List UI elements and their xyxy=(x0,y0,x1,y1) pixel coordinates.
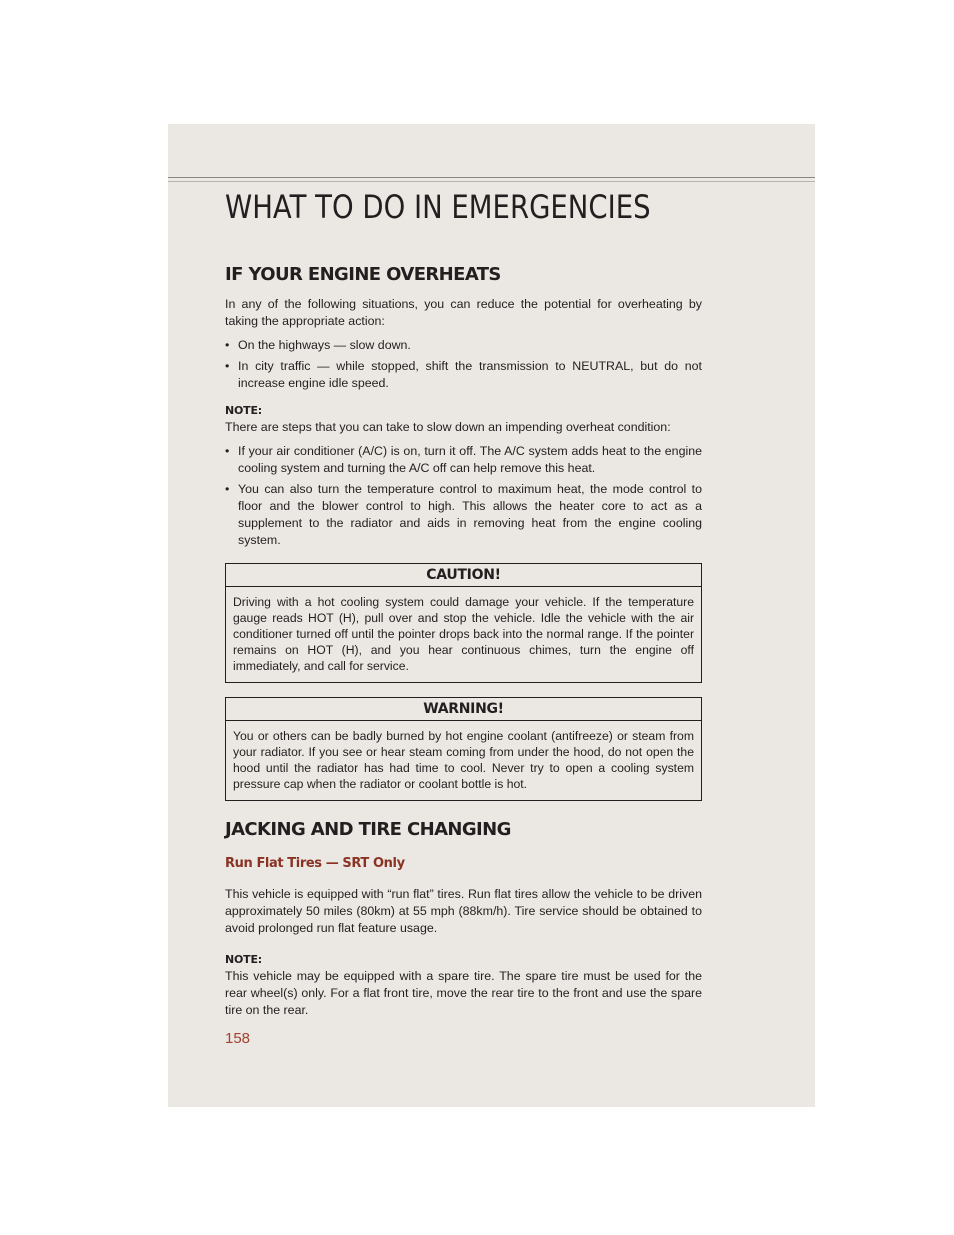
note-bullet-list xyxy=(225,443,702,549)
chapter-title: WHAT TO DO IN EMERGENCIES xyxy=(225,188,651,226)
list-item xyxy=(225,358,702,392)
list-item xyxy=(225,481,702,549)
list-item-text: In city traffic — while stopped, shift the transmission to NEUTRAL, but do not increase engine idle speed. xyxy=(238,359,702,390)
bullet-icon: • xyxy=(225,359,230,373)
bullet-icon: • xyxy=(225,482,230,496)
list-item xyxy=(225,443,702,477)
overheat-intro: In any of the following situations, you can reduce the potential for overheating by taking the appropriate action: xyxy=(225,297,702,328)
subheading-run-flat: Run Flat Tires — SRT Only xyxy=(225,856,405,871)
overheat-bullet-list xyxy=(225,337,702,392)
page-number: 158 xyxy=(225,1030,251,1047)
header-rule xyxy=(168,177,815,178)
header-rule-secondary xyxy=(168,181,815,182)
note-text: There are steps that you can take to slow down an impending overheat condition: xyxy=(225,420,671,434)
manual-page xyxy=(168,124,815,1107)
bullet-icon: • xyxy=(225,338,230,352)
list-item-text: If your air conditioner (A/C) is on, turn it off. The A/C system adds heat to the engine cooling system and turning the A/C off can help remove this heat. xyxy=(238,444,702,475)
run-flat-body: This vehicle is equipped with “run flat” tires. Run flat tires allow the vehicle to be driven approximately 50 miles (80km) at 55 mph (88km/h). Tire service should be obtained to avoid prolonged run flat feature usage. xyxy=(225,887,702,935)
list-item-text: You can also turn the temperature control to maximum heat, the mode control to floor and the blower control to high. This allows the heater core to act as a supplement to the radiator and aids in removing heat from the engine cooling system. xyxy=(238,482,702,547)
note-label: NOTE: xyxy=(225,953,262,966)
warning-text: You or others can be badly burned by hot engine coolant (antifreeze) or steam from your radiator. If you see or hear steam coming from under the hood, do not open the hood until the radiator has had time to cool. Never try to open a cooling system pressure cap when the radiator or coolant bottle is hot. xyxy=(233,729,694,791)
bullet-icon: • xyxy=(225,444,230,458)
caution-title: CAUTION! xyxy=(226,564,701,587)
page-content xyxy=(225,264,702,1026)
section-heading-jacking: JACKING AND TIRE CHANGING xyxy=(225,819,511,840)
list-item xyxy=(225,337,702,354)
warning-title: WARNING! xyxy=(226,698,701,721)
list-item-text: On the highways — slow down. xyxy=(238,338,411,352)
note-label: NOTE: xyxy=(225,404,262,417)
caution-box xyxy=(225,563,702,683)
note-text: This vehicle may be equipped with a spare tire. The spare tire must be used for the rear wheel(s) only. For a flat front tire, move the rear tire to the front and use the spare tire on the rear. xyxy=(225,969,702,1017)
section-heading-overheat: IF YOUR ENGINE OVERHEATS xyxy=(225,264,501,285)
warning-box xyxy=(225,697,702,801)
caution-text: Driving with a hot cooling system could damage your vehicle. If the temperature gauge reads HOT (H), pull over and stop the vehicle. Idle the vehicle with the air conditioner turned off until the pointer drops back into the normal range. If the pointer remains on HOT (H), and you hear continuous chimes, turn the engine off immediately, and call for service. xyxy=(233,595,694,673)
